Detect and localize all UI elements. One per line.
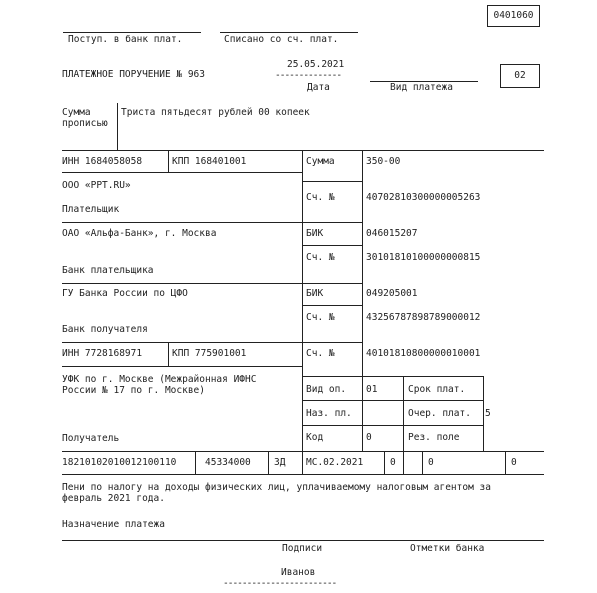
grid-vline-codes-2 [483,376,484,451]
status-code: 02 [514,70,526,81]
tax-period: МС.02.2021 [306,457,364,468]
purpose-line-2: февраль 2021 года. [62,493,165,504]
amount-words-label-1: Сумма [62,107,91,118]
payer-kpp: КПП 168401001 [172,156,247,167]
grid-line-2 [62,172,302,173]
recipient-kpp: КПП 775901001 [172,348,247,359]
recipient-bank-name: ГУ Банка России по ЦФО [62,288,188,299]
grid-line-8 [62,342,362,343]
payer-bank-acc-label: Сч. № [306,252,335,263]
tax-oktmo: 45334000 [205,457,251,468]
tax-doc-num: 0 [390,457,396,468]
date-dashes: -------------- [275,70,342,81]
grid-vline-values [362,150,363,451]
grid-line-14 [62,474,544,475]
recipient-acc-label: Сч. № [306,348,335,359]
order-value: 5 [485,408,491,419]
amount-label: Сумма [306,156,335,167]
grid-line-13 [62,451,544,452]
grid-vline-main [302,150,303,474]
payer-inn: ИНН 1684058058 [62,156,143,167]
payer-bank-acc-value: 30101810100000000815 [366,252,481,263]
grid-line-5 [302,245,362,246]
tax-doc-date: 0 [428,457,434,468]
recipient-label: Получатель [62,433,120,444]
order-label: Очер. плат. [408,408,471,419]
recipient-bank-bik-value: 049205001 [366,288,418,299]
payer-bank-bik-value: 046015207 [366,228,418,239]
recipient-name-2: России № 17 по г. Москве) [62,385,205,396]
purpose-code-label: Наз. пл. [306,408,352,419]
payer-bank-label: Банк плательщика [62,265,154,276]
amount-words-divider [117,103,118,150]
grid-vline-tax-5 [505,451,506,474]
grid-vline-tax-3 [384,451,385,474]
recipient-bank-acc-value: 43256787898789000012 [366,312,481,323]
grid-vline-payer-kpp [168,150,169,172]
recipient-bank-acc-label: Сч. № [306,312,335,323]
pay-term-label: Срок плат. [408,384,466,395]
grid-line-1 [62,150,544,151]
payer-name: ООО «PPT.RU» [62,180,131,191]
recipient-acc-value: 40101810800000010001 [366,348,481,359]
amount-words-value: Триста пятьдесят рублей 00 копеек [121,107,310,118]
grid-line-6 [62,283,362,284]
signatures-label: Подписи [282,543,323,554]
grid-line-9 [62,366,302,367]
tax-basis: ЗД [274,457,286,468]
debited-label: Списано со сч. плат. [224,34,339,45]
recipient-bank-label: Банк получателя [62,324,148,335]
code-label: Код [306,432,324,443]
grid-vline-recipient-kpp [168,342,169,366]
op-type-label: Вид оп. [306,384,347,395]
grid-vline-tax-4 [422,451,423,474]
grid-vline-tax-2 [268,451,269,474]
bank-marks-label: Отметки банка [410,543,485,554]
purpose-bottom-line [62,540,544,541]
grid-line-3 [302,181,362,182]
tax-last: 0 [511,457,517,468]
amount-words-label-2: прописью [62,118,108,129]
recipient-inn: ИНН 7728168971 [62,348,143,359]
signer-dashes: ------------------------ [223,578,337,589]
payer-bank-bik-label: БИК [306,228,324,239]
op-type-value: 01 [366,384,378,395]
purpose-line-1: Пени по налогу на доходы физических лиц, уплачиваемому налоговым агентом за [62,482,491,493]
recipient-name-1: УФК по г. Москве (Межрайонная ИФНС [62,374,257,385]
payment-kind-label: Вид платежа [390,82,453,93]
signer-name: Иванов [281,567,316,578]
date-label: Дата [307,82,330,93]
grid-vline-tax-1 [195,451,196,474]
reserve-label: Рез. поле [408,432,460,443]
grid-line-10 [302,376,483,377]
payer-label: Плательщик [62,204,120,215]
grid-line-7 [302,305,362,306]
payer-bank-name: ОАО «Альфа-Банк», г. Москва [62,228,217,239]
form-code-box [487,5,540,27]
date-value: 25.05.2021 [287,59,345,70]
received-line [63,32,201,33]
grid-vline-codes-1 [403,376,404,474]
form-code: 0401060 [493,10,534,21]
status-code-box [500,64,540,88]
received-label: Поступ. в банк плат. [68,34,183,45]
document-title: ПЛАТЕЖНОЕ ПОРУЧЕНИЕ № 963 [62,69,205,80]
grid-line-11 [302,400,483,401]
debited-line [220,32,358,33]
grid-line-12 [302,425,483,426]
recipient-bank-bik-label: БИК [306,288,324,299]
code-value: 0 [366,432,372,443]
grid-line-4 [62,222,362,223]
tax-kbk: 18210102010012100110 [62,457,177,468]
payer-account-value: 40702810300000005263 [366,192,481,203]
amount-value: 350-00 [366,156,401,167]
purpose-label: Назначение платежа [62,519,165,530]
payer-account-label: Сч. № [306,192,335,203]
